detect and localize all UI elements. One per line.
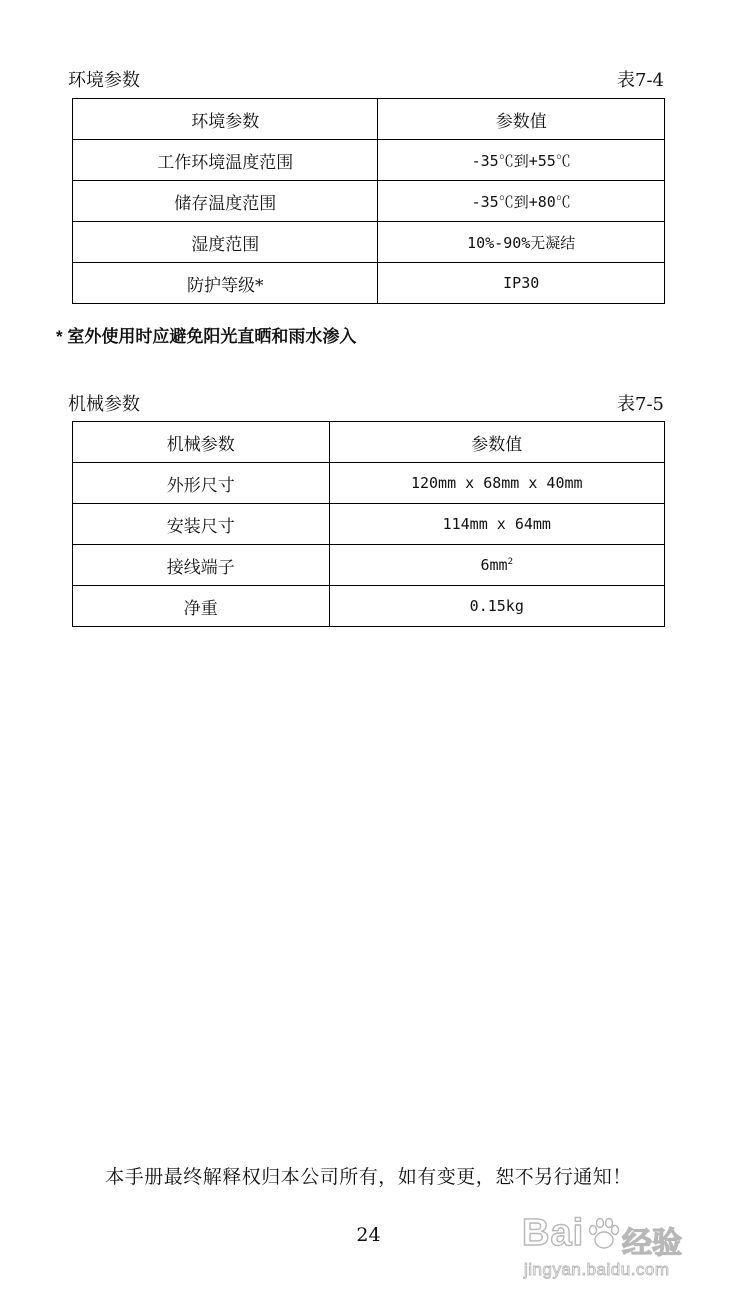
copyright-notice: 本手册最终解释权归本公司所有，如有变更，恕不另行通知！: [105, 1166, 632, 1188]
param-name: 防护等级*: [73, 263, 378, 304]
param-value: 10%-90%无凝结: [378, 222, 665, 263]
param-name: 净重: [73, 586, 330, 627]
param-value: [329, 545, 664, 586]
table-row: [73, 504, 665, 545]
param-name: 接线端子: [73, 545, 330, 586]
param-value: IP30: [378, 263, 665, 304]
mech-table-caption: 机械参数: [68, 394, 140, 415]
table-row: [73, 140, 665, 181]
watermark-brand: Bai: [522, 1212, 585, 1254]
param-name: 外形尺寸: [73, 463, 330, 504]
terminal-size: 6mm: [480, 556, 508, 574]
header-cell: 机械参数: [73, 422, 330, 463]
page-number: 24: [356, 1224, 381, 1246]
table-row: [73, 263, 665, 304]
paw-icon: [588, 1216, 620, 1250]
table-row: [73, 586, 665, 627]
terminal-size-exponent: 2: [507, 557, 514, 567]
param-value: 114mm x 64mm: [329, 504, 664, 545]
table-row: [73, 545, 665, 586]
baidu-jingyan-watermark: [522, 1212, 694, 1294]
table-row: [73, 181, 665, 222]
param-value: 120mm x 68mm x 40mm: [329, 463, 664, 504]
env-table-caption: 环境参数: [68, 70, 140, 91]
env-params-table: [72, 98, 665, 304]
table-row: [73, 222, 665, 263]
param-value: -35℃到+55℃: [378, 140, 665, 181]
header-cell: 环境参数: [73, 99, 378, 140]
table-row: [73, 463, 665, 504]
param-value: 0.15kg: [329, 586, 664, 627]
param-name: 安装尺寸: [73, 504, 330, 545]
mech-params-table: [72, 421, 665, 627]
table-header-row: [73, 99, 665, 140]
param-value: -35℃到+80℃: [378, 181, 665, 222]
outdoor-use-note: * 室外使用时应避免阳光直晒和雨水渗入: [56, 327, 357, 346]
table-header-row: [73, 422, 665, 463]
header-cell: 参数值: [378, 99, 665, 140]
header-cell: 参数值: [329, 422, 664, 463]
param-name: 储存温度范围: [73, 181, 378, 222]
watermark-url: jingyan.baidu.com: [524, 1260, 670, 1279]
mech-table-number: 表7-5: [617, 394, 664, 415]
watermark-jingyan: 经验: [622, 1226, 682, 1261]
param-name: 湿度范围: [73, 222, 378, 263]
param-name: 工作环境温度范围: [73, 140, 378, 181]
env-table-number: 表7-4: [617, 70, 664, 91]
